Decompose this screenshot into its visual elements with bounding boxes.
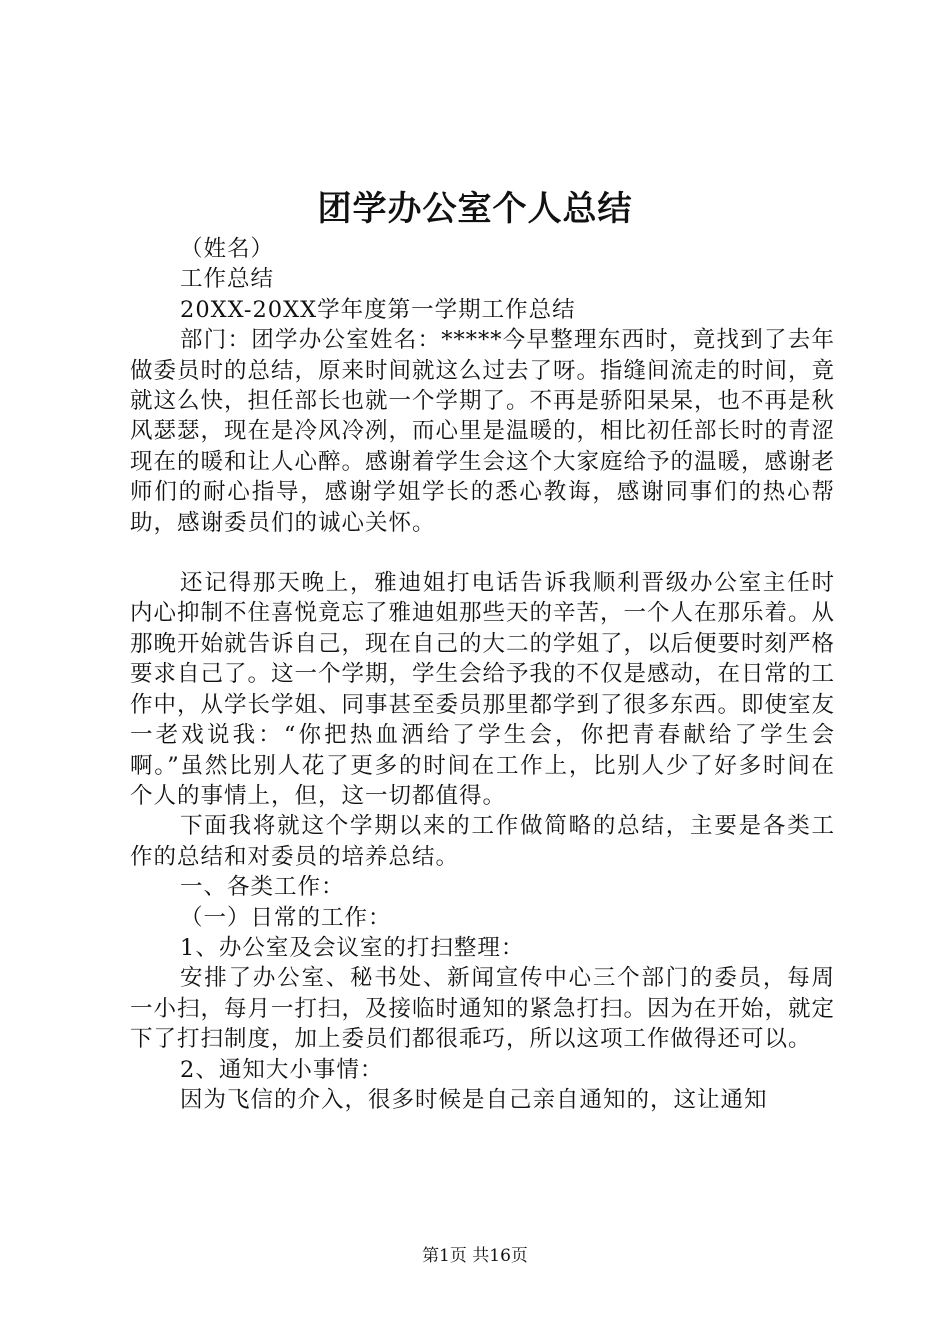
heading-notifications: 2、通知大小事情： [180, 1056, 384, 1083]
heading-cleaning: 1、办公室及会议室的打扫整理： [180, 934, 525, 961]
paragraph-overview: 下面我将就这个学期以来的工作做简略的总结，主要是各类工作的总结和对委员的培养总结。 [130, 813, 835, 870]
page-footer: 第1页 共16页 [422, 1246, 528, 1266]
heading-daily-work: （一）日常的工作： [180, 904, 392, 931]
paragraph-name: （姓名） [180, 236, 275, 262]
document-body [130, 234, 835, 1115]
paragraph-cleaning: 安排了办公室、秘书处、新闻宣传中心三个部门的委员，每周一小扫，每月一打扫，及接临时通知的紧急打扫。因为在开始，就定下了打扫制度，加上委员们都很乖巧，所以这项工作做得还可以。 [130, 965, 836, 1053]
paragraph-intro: 部门：团学办公室姓名：*****今早整理东西时，竟找到了去年做委员时的总结，原来时间就这么过去了呀。指缝间流走的时间，竟就这么快，担任部长也就一个学期了。不再是骄阳杲杲，也不再是秋风瑟瑟，现在是冷风冷冽，而心里是温暖的，相比初任部长时的青涩现在的暖和让人心醉。感谢着学生会这个大家庭给予的温暖，感谢老师们的耐心指导，感谢学姐学长的悉心教诲，感谢同事们的热心帮助，感谢委员们的诚心关怀。 [130, 327, 836, 536]
paragraph-subtitle: 工作总结 [180, 266, 275, 293]
paragraph-term: 20XX-20XX学年度第一学期工作总结 [180, 296, 576, 323]
document-title: 团学办公室个人总结 [317, 189, 633, 229]
paragraph-notifications: 因为飞信的介入，很多时候是自己亲自通知的，这让通知 [180, 1086, 768, 1113]
paragraph-memory: 还记得那天晚上，雅迪姐打电话告诉我顺利晋级办公室主任时内心抑制不住喜悦竟忘了雅迪姐那些天的辛苦，一个人在那乐着。从那晚开始就告诉自己，现在自己的大二的学姐了，以后便要时刻严格要求自己了。这一个学期，学生会给予我的不仅是感动，在日常的工作中，从学长学姐、同事甚至委员那里都学到了很多东西。即使室友一老戏说我：“你把热血洒给了学生会，你把青春献给了学生会啊。”虽然比别人花了更多的时间在工作上，比别人少了好多时间在个人的事情上，但，这一切都值得。 [130, 570, 836, 809]
heading-work-types: 一、各类工作： [180, 874, 345, 901]
